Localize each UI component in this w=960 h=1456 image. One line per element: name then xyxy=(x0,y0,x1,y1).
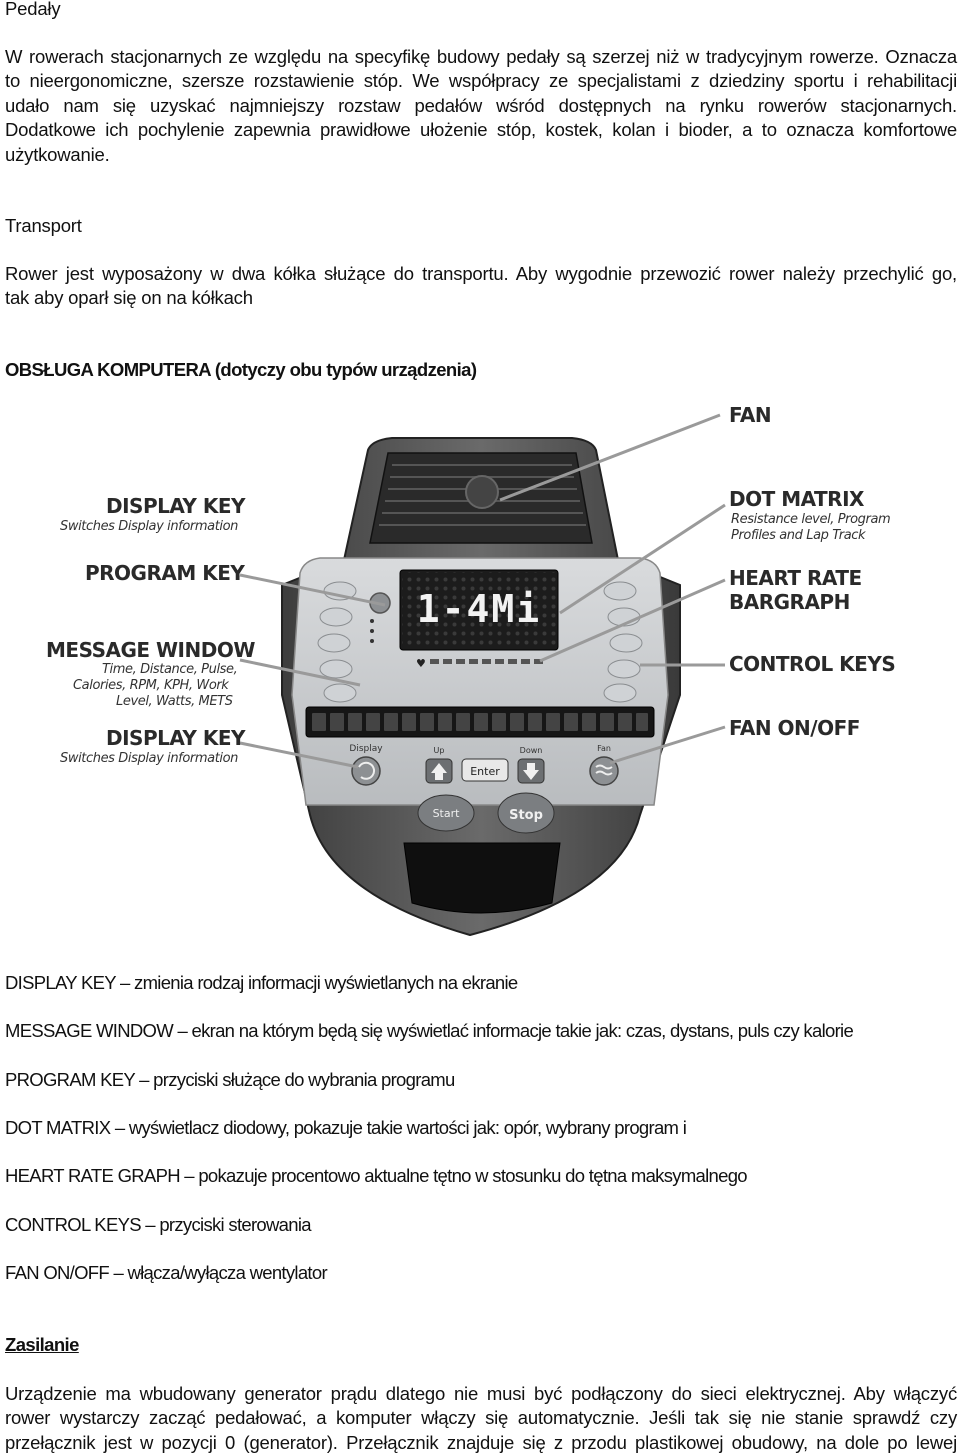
pedaly-line-3: udało nam się uzyskać najmniejszy rozstaw pedałów wśród dostępnych na rynku rowerów stacjonarnych. xyxy=(5,95,957,116)
callout-display-key-bottom: DISPLAY KEY xyxy=(106,726,246,750)
pedaly-line-5: użytkowanie. xyxy=(5,144,110,165)
definition-control-keys: CONTROL KEYS – przyciski sterowania xyxy=(5,1214,311,1235)
callout-message-window: MESSAGE WINDOW xyxy=(46,638,255,662)
callout-dot-matrix-sub1: Resistance level, Program xyxy=(731,512,891,527)
stop-label: Stop xyxy=(509,808,543,823)
pedaly-line-2: to nieergonomiczne, szersze rozstawienie stóp. We współpracy ze specjalistami z dziedziny sportu i rehabilitacji xyxy=(5,70,957,91)
callout-display-key-top-sub: Switches Display information xyxy=(60,519,238,534)
section-title-pedaly: Pedały xyxy=(5,0,61,19)
callout-message-window-sub3: Level, Watts, METS xyxy=(116,694,233,709)
up-label: Up xyxy=(433,746,445,755)
callout-control-keys: CONTROL KEYS xyxy=(729,652,896,676)
callout-program-key: PROGRAM KEY xyxy=(85,561,245,585)
definition-display-key: DISPLAY KEY – zmienia rodzaj informacji wyświetlanych na ekranie xyxy=(5,972,518,993)
pedaly-line-4: Dodatkowe ich pochylenie zapewnia prawidłowe ułożenie stóp, kostek, kolan i bioder, a to oznacza komfortowe xyxy=(5,119,957,140)
definition-fan-onoff: FAN ON/OFF – włącza/wyłącza wentylator xyxy=(5,1262,327,1283)
pedaly-line-1: W rowerach stacjonarnych ze względu na specyfikę budowy pedały są szerzej niż w tradycyjnym rowerze. Oznacza xyxy=(5,46,957,67)
transport-line-1: Rower jest wyposażony w dwa kółka służące do transportu. Aby wygodnie przewozić rower należy przechylić go, xyxy=(5,263,957,284)
section-title-zasilanie: Zasilanie xyxy=(5,1334,79,1355)
zasilanie-line-1: Urządzenie ma wbudowany generator prądu dlatego nie musi być podłączony do sieci elektrycznej. Aby włączyć xyxy=(5,1383,957,1404)
fan-label: Fan xyxy=(597,744,611,753)
callout-dot-matrix-sub2: Profiles and Lap Track xyxy=(731,528,866,543)
callout-dot-matrix: DOT MATRIX xyxy=(729,487,864,511)
callout-fan-onoff: FAN ON/OFF xyxy=(729,716,860,740)
definition-dot-matrix: DOT MATRIX – wyświetlacz diodowy, pokazuje takie wartości jak: opór, wybrany program i xyxy=(5,1117,687,1138)
callout-display-key-bottom-sub: Switches Display information xyxy=(60,751,238,766)
section-title-computer: OBSŁUGA KOMPUTERA (dotyczy obu typów urządzenia) xyxy=(5,359,477,380)
display-label: Display xyxy=(349,744,383,754)
callout-heart-rate-2: BARGRAPH xyxy=(729,590,850,614)
display-key-button[interactable] xyxy=(352,757,380,785)
down-label: Down xyxy=(519,746,543,755)
zasilanie-line-3: przełącznik jest w pozycji 0 (generator). Przełącznik znajduje się z przodu plastikowej obudowy, na dole po lewej xyxy=(5,1432,957,1453)
enter-label: Enter xyxy=(470,765,500,778)
definition-program-key: PROGRAM KEY – przyciski służące do wybrania programu xyxy=(5,1069,455,1090)
transport-line-2: tak aby oparł się on na kółkach xyxy=(5,287,253,308)
zasilanie-line-2: rower wystarczy zacząć pedałować, a komputer włączy się automatycznie. Jeśli tak się nie stanie sprawdź czy xyxy=(5,1407,957,1428)
computer-console-figure xyxy=(0,395,960,940)
heart-icon: ♥ xyxy=(416,657,426,670)
callout-heart-rate-1: HEART RATE xyxy=(729,566,862,590)
definition-heart-rate-graph: HEART RATE GRAPH – pokazuje procentowo aktualne tętno w stosunku do tętna maksymalnego xyxy=(5,1165,747,1186)
section-title-transport: Transport xyxy=(5,215,82,236)
definition-message-window: MESSAGE WINDOW – ekran na którym będą się wyświetlać informacje takie jak: czas, dystans, puls czy kalorie xyxy=(5,1020,854,1041)
callout-fan: FAN xyxy=(729,403,772,427)
start-label: Start xyxy=(432,807,460,820)
callout-display-key-top: DISPLAY KEY xyxy=(106,494,246,518)
dot-matrix-text: 1-4Mi xyxy=(416,587,542,631)
callout-message-window-sub2: Calories, RPM, KPH, Work xyxy=(73,678,229,693)
callout-message-window-sub1: Time, Distance, Pulse, xyxy=(102,662,238,677)
